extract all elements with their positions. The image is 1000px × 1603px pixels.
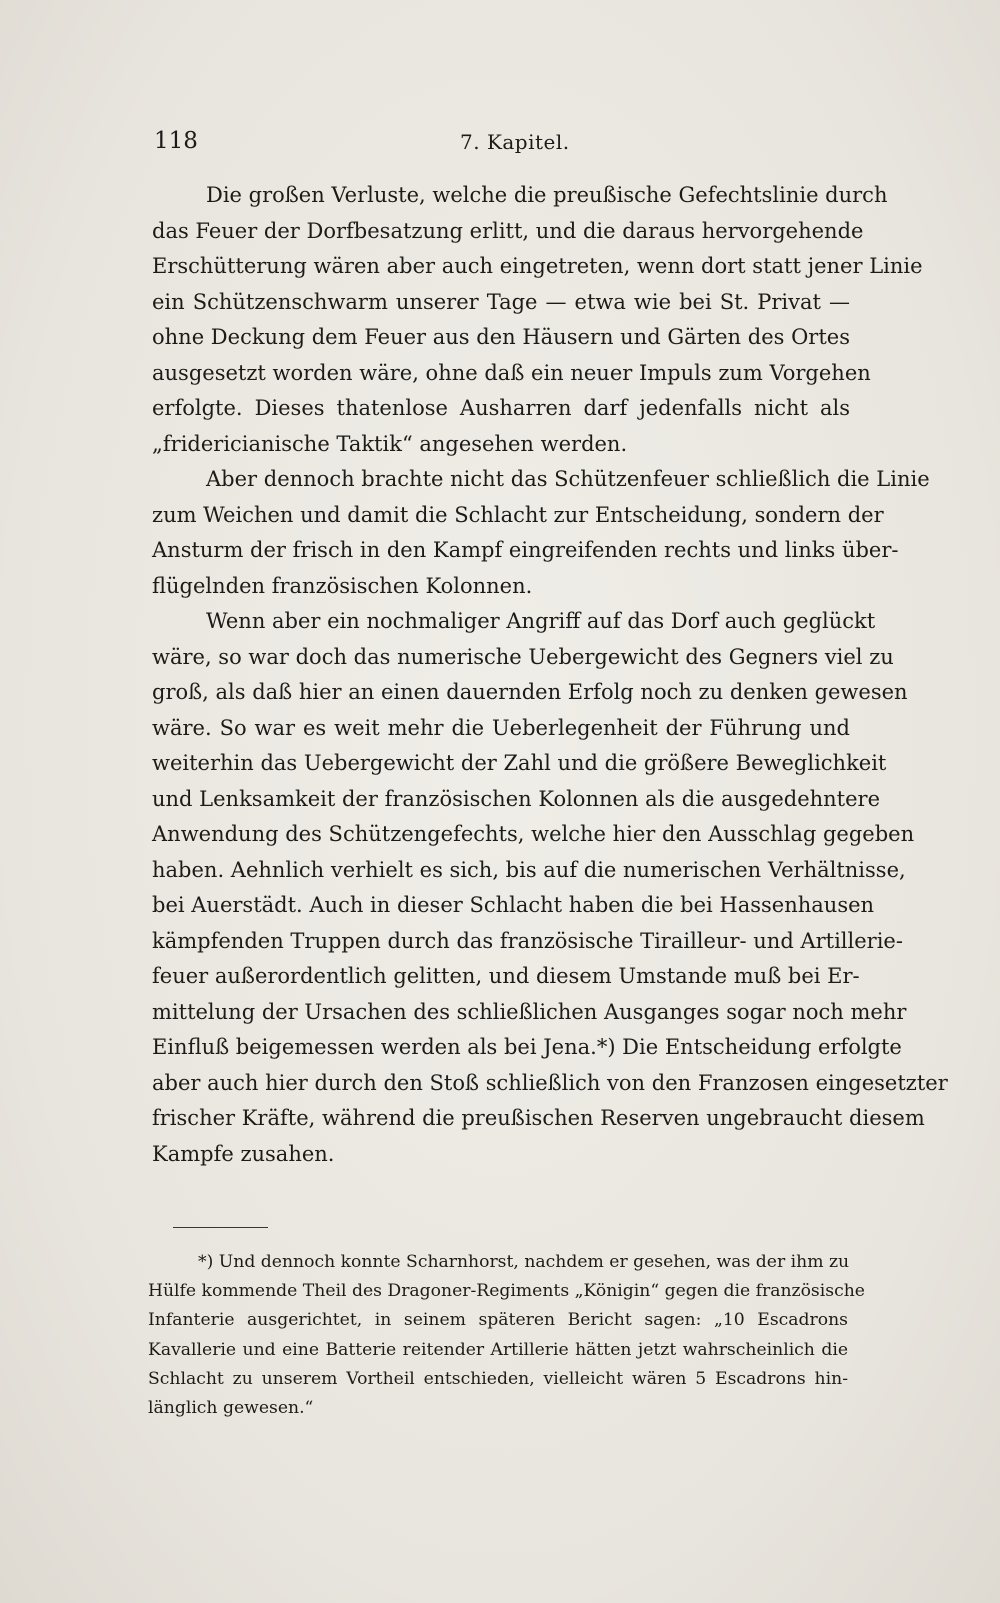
text-line: ein Schützenschwarm unserer Tage — etwa wie bei St. Privat — — [152, 289, 850, 314]
text-line: weiterhin das Uebergewicht der Zahl und die größere Beweglichkeit — [152, 751, 887, 775]
text-line: ohne Deckung dem Feuer aus den Häusern und Gärten des Ortes — [152, 325, 850, 349]
text-line: groß, als daß hier an einen dauernden Erfolg noch zu denken gewesen — [152, 680, 908, 704]
text-line: „fridericianische Taktik“ angesehen werden. — [152, 431, 628, 456]
footnote — [148, 1248, 865, 1423]
text-line: kämpfenden Truppen durch das französische Tirailleur- und Artillerie- — [152, 928, 903, 953]
text-line: und Lenksamkeit der französischen Kolonnen als die ausgedehntere — [152, 786, 881, 811]
text-line: Anwendung des Schützengefechts, welche hier den Ausschlag gegeben — [152, 822, 915, 846]
footnote-line: Kavallerie und eine Batterie reitender Artillerie hätten jetzt wahrscheinlich die — [148, 1339, 848, 1360]
text-line: ausgesetzt worden wäre, ohne daß ein neuer Impuls zum Vorgehen — [152, 360, 871, 385]
text-line: aber auch hier durch den Stoß schließlich von den Franzosen eingesetzter — [152, 1070, 948, 1095]
text-line: zum Weichen und damit die Schlacht zur Entscheidung, sondern der — [152, 502, 884, 527]
footnote-line: *) Und dennoch konnte Scharnhorst, nachdem er gesehen, was der ihm zu — [198, 1252, 850, 1272]
footnote-line: Schlacht zu unserem Vortheil entschieden, vielleicht wären 5 Escadrons hin- — [148, 1368, 848, 1389]
text-line: feuer außerordentlich gelitten, und diesem Umstande muß bei Er- — [152, 964, 860, 988]
page-number: 118 — [154, 128, 198, 154]
footnote-line: Hülfe kommende Theil des Dragoner-Regiments „Königin“ gegen die französische — [148, 1281, 865, 1302]
text-line: wäre, so war doch das numerische Uebergewicht des Gegners viel zu — [152, 644, 894, 669]
footnote-divider — [173, 1227, 268, 1228]
text-line: flügelnden französischen Kolonnen. — [152, 573, 533, 598]
text-line: Erschütterung wären aber auch eingetreten, wenn dort statt jener Linie — [152, 254, 923, 278]
text-line: Einfluß beigemessen werden als bei Jena.*) Die Entscheidung erfolgte — [152, 1035, 902, 1059]
body-text — [152, 178, 948, 1172]
text-line: das Feuer der Dorfbesatzung erlitt, und die daraus hervorgehende — [152, 218, 864, 243]
text-line: Wenn aber ein nochmaliger Angriff auf das Dorf auch geglückt — [206, 609, 876, 633]
text-line: Ansturm der frisch in den Kampf eingreifenden rechts und links über- — [152, 538, 899, 562]
text-line: bei Auerstädt. Auch in dieser Schlacht haben die bei Hassenhausen — [152, 893, 875, 917]
text-line: Kampfe zusahen. — [152, 1141, 335, 1166]
running-head — [148, 128, 848, 162]
text-line: frischer Kräfte, während die preußischen Reserven ungebraucht diesem — [152, 1106, 925, 1130]
chapter-title: 7. Kapitel. — [460, 130, 570, 154]
text-line: wäre. So war es weit mehr die Ueberlegenheit der Führung und — [152, 715, 850, 740]
text-line: haben. Aehnlich verhielt es sich, bis auf die numerischen Verhältnisse, — [152, 857, 906, 882]
text-line: Die großen Verluste, welche die preußische Gefechtslinie durch — [206, 183, 888, 207]
footnote-line: Infanterie ausgerichtet, in seinem späteren Bericht sagen: „10 Escadrons — [148, 1310, 848, 1331]
footnote-line: länglich gewesen.“ — [148, 1397, 314, 1418]
text-line: erfolgte. Dieses thatenlose Ausharren darf jedenfalls nicht als — [152, 396, 850, 420]
text-line: mittelung der Ursachen des schließlichen Ausganges sogar noch mehr — [152, 999, 907, 1024]
text-line: Aber dennoch brachte nicht das Schützenfeuer schließlich die Linie — [206, 467, 930, 491]
